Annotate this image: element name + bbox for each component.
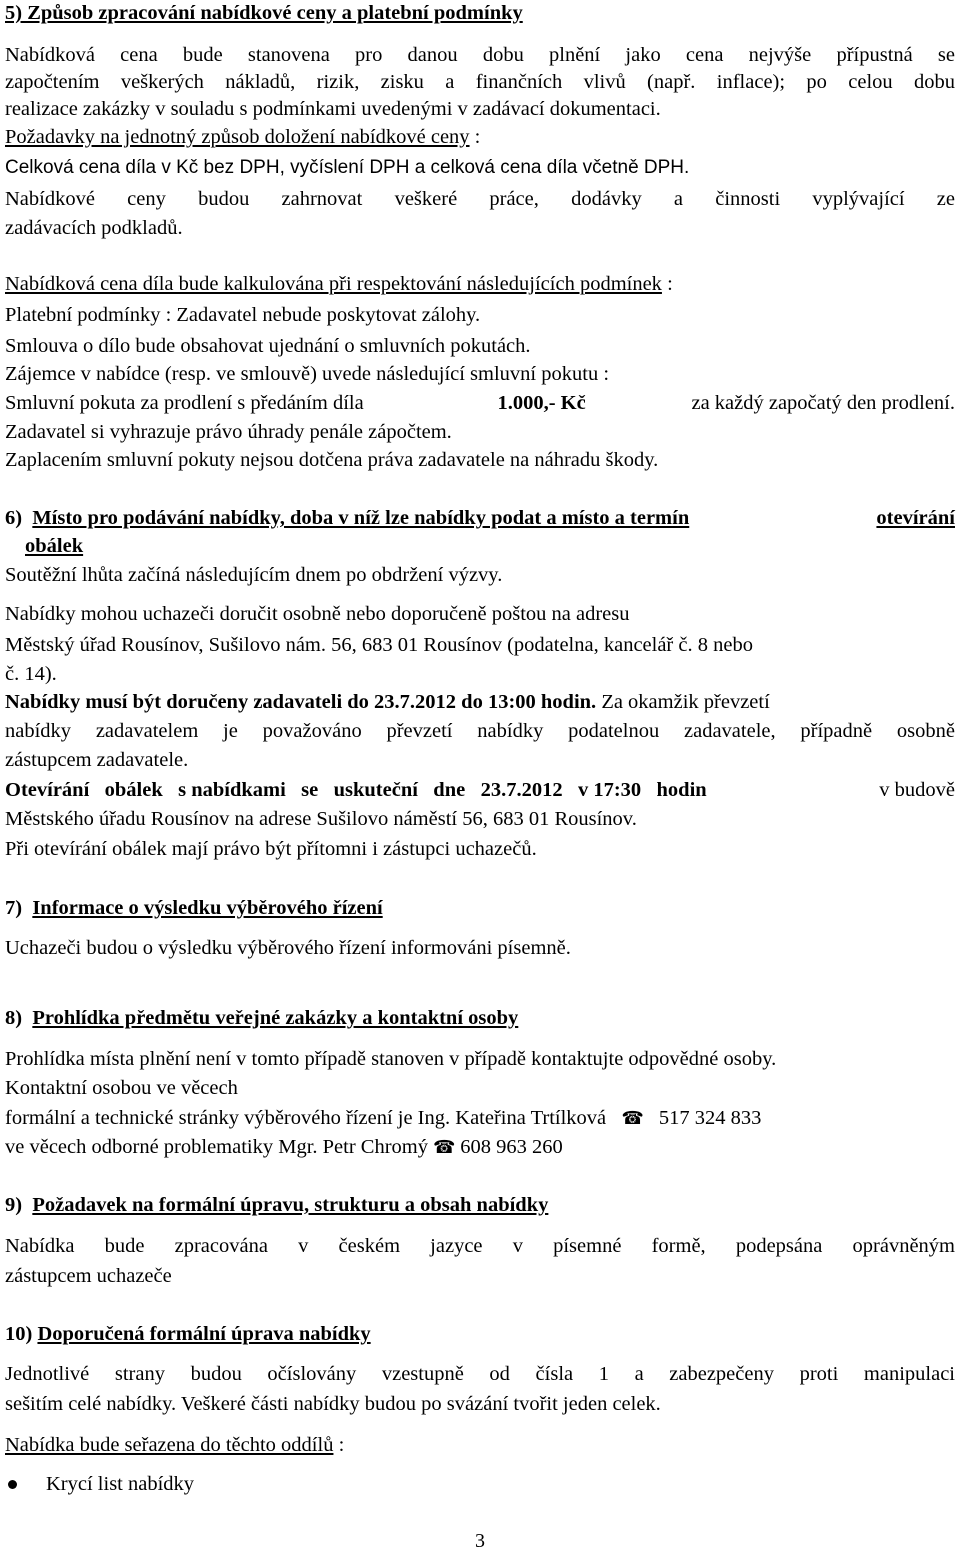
s5-penalty-rest: za každý započatý den prodlení. — [691, 392, 955, 414]
section-8-heading — [5, 1005, 518, 1031]
s6-opening-rest: v budově — [869, 779, 955, 801]
s5-para1-line2: započtením veškerých nákladů, rizik, zisku a finančních vlivů (např. inflace); po celou dobu — [5, 71, 955, 93]
s8-contact-1 — [5, 1105, 761, 1132]
s10-bullet-item: Krycí list nabídky — [46, 1473, 195, 1495]
s7-num: 7) — [5, 897, 23, 919]
s10-num: 10) — [5, 1323, 33, 1345]
s8-heading: Prohlídka předmětu veřejné zakázky a kontaktní osoby — [32, 1007, 519, 1029]
s6-deadline — [5, 689, 770, 715]
s8-line4: ve věcech odborné problematiky Mgr. Petr Chromý — [5, 1136, 428, 1158]
section-10-heading — [5, 1321, 371, 1347]
section-6-heading — [5, 505, 955, 531]
page-number: 3 — [475, 1530, 485, 1552]
s5-calc-colon: : — [661, 273, 673, 295]
s10-order-label: Nabídka bude seřazena do těchto oddílů — [5, 1434, 334, 1456]
s5-price-line: Celková cena díla v Kč bez DPH, vyčíslení DPH a celková cena díla včetně DPH. — [5, 157, 690, 178]
s6-line3: Městský úřad Rousínov, Sušilovo nám. 56, 683 01 Rousínov (podatelna, kancelář č. 8 nebo — [5, 634, 753, 656]
s8-phone2: 608 963 260 — [460, 1136, 563, 1158]
s6-line6: nabídky zadavatelem je považováno převzetí nabídky podatelnou zadavatele, případně osobně — [5, 720, 955, 742]
phone-icon: ☎ — [621, 1108, 644, 1129]
s6-line10: Při otevírání obálek mají právo být přítomni i zástupci uchazečů. — [5, 838, 537, 860]
s5-calc-label: Nabídková cena díla bude kalkulována při respektování následujících podmínek — [5, 273, 662, 295]
section-7-heading — [5, 895, 383, 921]
s5-penalty-amount: 1.000,- Kč — [497, 392, 586, 414]
s10-line2: sešitím celé nabídky. Veškeré části nabídky budou po svázání tvořit jeden celek. — [5, 1393, 661, 1415]
s5-calc-conditions — [5, 271, 673, 297]
s10-heading: Doporučená formální úprava nabídky — [37, 1323, 371, 1345]
s5-payment-terms: Platební podmínky : Zadavatel nebude poskytovat zálohy. — [5, 304, 481, 326]
s6-opening-bold: Otevírání obálek s nabídkami se uskuteční dne 23.7.2012 v 17:30 hodin — [5, 779, 707, 801]
s7-heading: Informace o výsledku výběrového řízení — [32, 897, 383, 919]
s5-req-colon: : — [469, 126, 481, 148]
s5-offset: Zadavatel si vyhrazuje právo úhrady penále zápočtem. — [5, 421, 452, 443]
s7-line1: Uchazeči budou o výsledku výběrového řízení informováni písemně. — [5, 937, 571, 959]
s9-line2: zástupcem uchazeče — [5, 1265, 172, 1287]
s9-line1: Nabídka bude zpracována v českém jazyce v písemné formě, podepsána oprávněným — [5, 1235, 955, 1257]
s6-opening — [5, 777, 955, 803]
section-5-heading: 5) Způsob zpracování nabídkové ceny a platební podmínky — [5, 2, 523, 24]
s6-line4: č. 14). — [5, 663, 57, 685]
s8-phone1: 517 324 833 — [658, 1107, 762, 1129]
s10-line1: Jednotlivé strany budou očíslovány vzestupně od čísla 1 a zabezpečeny proti manipulaci — [5, 1363, 955, 1385]
s5-contract: Smlouva o dílo bude obsahovat ujednání o smluvních pokutách. — [5, 335, 531, 357]
s5-para2-line1: Nabídkové ceny budou zahrnovat veškeré práce, dodávky a činnosti vyplývající ze — [5, 188, 955, 210]
s5-para1-line1: Nabídková cena bude stanovena pro danou dobu plnění jako cena nejvýše přípustná se — [5, 44, 955, 66]
s10-order-colon: : — [333, 1434, 345, 1456]
s8-line1: Prohlídka místa plnění není v tomto případě stanoven v případě kontaktujte odpovědné osoby. — [5, 1048, 777, 1070]
phone-icon: ☎ — [433, 1137, 456, 1158]
s6-num: 6) — [5, 507, 23, 529]
s5-rights: Zaplacením smluvní pokuty nejsou dotčena práva zadavatele na náhradu škody. — [5, 449, 659, 471]
s6-deadline-bold: Nabídky musí být doručeny zadavateli do 23.7.2012 do 13:00 hodin. — [5, 691, 597, 713]
s9-num: 9) — [5, 1194, 23, 1216]
s8-contact-2 — [5, 1134, 563, 1161]
s9-heading: Požadavek na formální úpravu, strukturu a obsah nabídky — [32, 1194, 549, 1216]
s5-penalty-text: Smluvní pokuta za prodlení s předáním díla — [5, 392, 364, 414]
s5-para1-line3: realizace zakázky v souladu s podmínkami uvedenými v zadávací dokumentaci. — [5, 98, 661, 120]
s5-penalty — [5, 390, 955, 416]
section-9-heading — [5, 1192, 548, 1218]
s6-line7: zástupcem zadavatele. — [5, 749, 189, 771]
s6-heading-a: Místo pro podávání nabídky, doba v níž lze nabídky podat a místo a termín — [32, 507, 690, 529]
s6-heading-b: otevírání — [876, 507, 955, 529]
s6-line9: Městského úřadu Rousínov na adrese Sušilovo náměstí 56, 683 01 Rousínov. — [5, 808, 637, 830]
s6-deadline-rest: Za okamžik převzetí — [596, 691, 770, 713]
s5-req-label: Požadavky na jednotný způsob doložení nabídkové ceny — [5, 126, 470, 148]
s10-order — [5, 1432, 344, 1458]
bullet-icon — [8, 1480, 17, 1489]
s5-applicant: Zájemce v nabídce (resp. ve smlouvě) uvede následující smluvní pokutu : — [5, 363, 610, 385]
s6-line1: Soutěžní lhůta začíná následujícím dnem po obdržení výzvy. — [5, 564, 503, 586]
s5-para2-line2: zadávacích podkladů. — [5, 217, 183, 239]
s6-heading-c: obálek — [25, 535, 84, 557]
s6-line2: Nabídky mohou uchazeči doručit osobně nebo doporučeně poštou na adresu — [5, 603, 630, 625]
s8-line3: formální a technické stránky výběrového řízení je Ing. Kateřina Trtílková — [5, 1107, 607, 1129]
s8-num: 8) — [5, 1007, 23, 1029]
s8-line2: Kontaktní osobou ve věcech — [5, 1077, 238, 1099]
s5-price-requirements — [5, 124, 480, 150]
